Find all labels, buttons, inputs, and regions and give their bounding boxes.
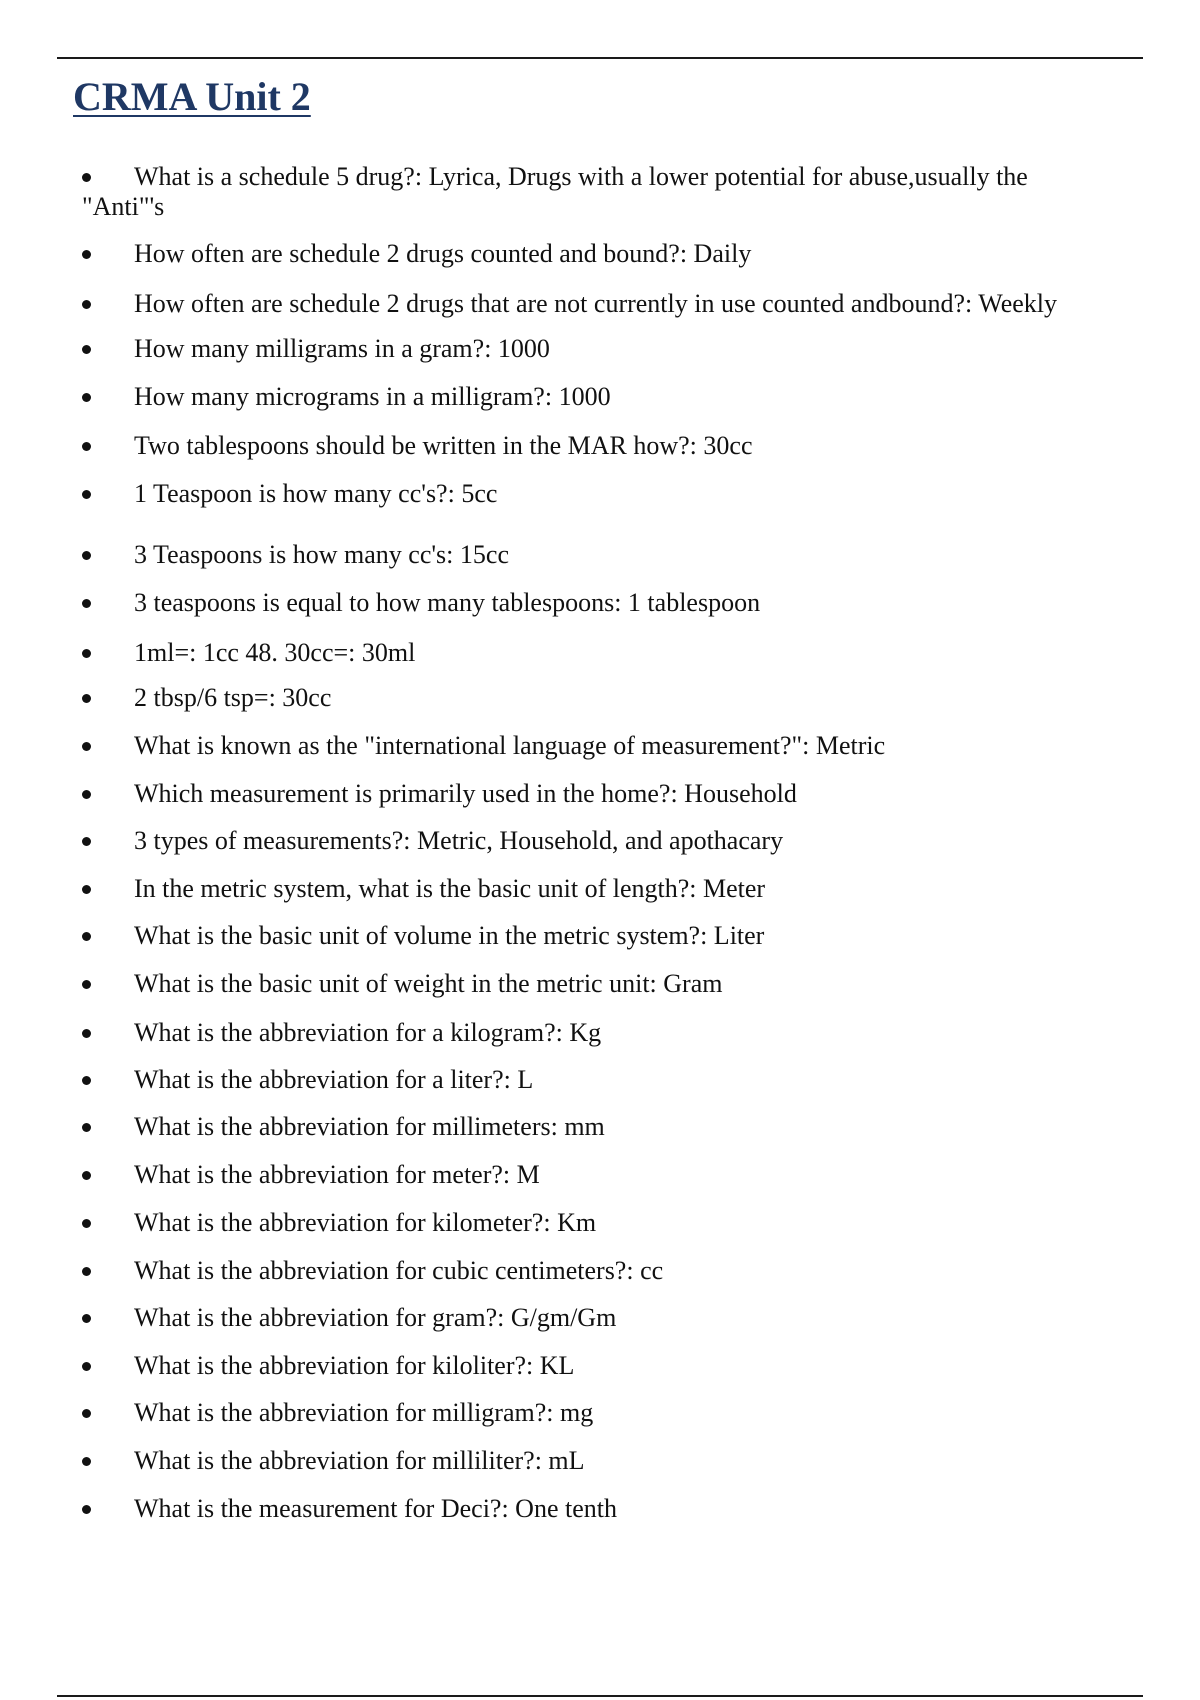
list-item-text: 1 Teaspoon is how many cc's?: 5cc <box>134 479 498 508</box>
document-title: CRMA Unit 2 <box>73 74 311 119</box>
list-item <box>82 1256 1142 1286</box>
list-item <box>82 874 1142 904</box>
bullet-icon <box>82 649 91 658</box>
list-item-text: How many micrograms in a milligram?: 1000 <box>134 382 611 411</box>
bullet-icon <box>82 599 91 608</box>
list-item-text: What is the basic unit of volume in the metric system?: Liter <box>134 921 765 950</box>
list-item-text: How often are schedule 2 drugs counted and bound?: Daily <box>134 239 752 268</box>
bullet-icon <box>82 1409 91 1418</box>
list-item-text: What is the abbreviation for milliliter?: mL <box>134 1446 585 1475</box>
bullet-icon <box>82 742 91 751</box>
bullet-icon <box>82 250 91 259</box>
bullet-icon <box>82 980 91 989</box>
list-item-text: 2 tbsp/6 tsp=: 30cc <box>134 683 332 712</box>
list-item <box>82 162 1112 222</box>
list-item-text: What is the basic unit of weight in the metric unit: Gram <box>134 969 723 998</box>
bullet-icon <box>82 1123 91 1132</box>
list-item <box>82 826 1142 856</box>
list-item-text: What is the abbreviation for kiloliter?: KL <box>134 1351 575 1380</box>
list-item-text: What is the abbreviation for milligram?: mg <box>134 1398 594 1427</box>
bullet-icon <box>82 790 91 799</box>
bullet-icon <box>82 300 91 309</box>
list-item-text: What is the abbreviation for millimeters: mm <box>134 1112 605 1141</box>
list-item <box>82 1160 1142 1190</box>
list-item <box>82 1065 1142 1095</box>
bottom-divider <box>57 1695 1143 1697</box>
bullet-icon <box>82 1457 91 1466</box>
bullet-icon <box>82 1171 91 1180</box>
bullet-icon <box>82 932 91 941</box>
list-item <box>82 479 1142 509</box>
list-item <box>82 1303 1142 1333</box>
top-divider <box>57 57 1143 59</box>
list-item <box>82 921 1142 951</box>
list-item-text: What is the abbreviation for a kilogram?: Kg <box>134 1018 602 1047</box>
list-item <box>82 683 1142 713</box>
list-item <box>82 1446 1142 1476</box>
list-item-text: How often are schedule 2 drugs that are not currently in use counted andbound?: Weekly <box>134 289 1058 318</box>
list-item-text: What is the measurement for Deci?: One tenth <box>134 1494 617 1523</box>
list-item <box>82 969 1142 999</box>
list-item <box>82 1112 1142 1142</box>
list-item-text: In the metric system, what is the basic unit of length?: Meter <box>134 874 766 903</box>
bullet-icon <box>82 442 91 451</box>
list-item <box>82 731 1142 761</box>
list-item-text: What is the abbreviation for cubic centimeters?: cc <box>134 1256 664 1285</box>
bullet-icon <box>82 1029 91 1038</box>
list-item-text: What is the abbreviation for gram?: G/gm/Gm <box>134 1303 617 1332</box>
bullet-icon <box>82 1505 91 1514</box>
list-item-text: Which measurement is primarily used in the home?: Household <box>134 779 797 808</box>
list-item-text: What is a schedule 5 drug?: Lyrica, Drugs with a lower potential for abuse,usually the "Anti"'s <box>82 162 1028 221</box>
list-item <box>82 1208 1142 1238</box>
list-item <box>82 779 1142 809</box>
list-item <box>82 382 1142 412</box>
list-item-text: 3 teaspoons is equal to how many tablespoons: 1 tablespoon <box>134 588 761 617</box>
bullet-icon <box>82 1362 91 1371</box>
list-item-text: 1ml=: 1cc 48. 30cc=: 30ml <box>134 638 416 667</box>
bullet-icon <box>82 345 91 354</box>
list-item <box>82 540 1142 570</box>
list-item-text: How many milligrams in a gram?: 1000 <box>134 334 550 363</box>
bullet-icon <box>82 1219 91 1228</box>
list-item <box>82 334 1142 364</box>
bullet-icon <box>82 393 91 402</box>
list-item-text: 3 Teaspoons is how many cc's: 15cc <box>134 540 509 569</box>
list-item <box>82 1398 1142 1428</box>
bullet-icon <box>82 1267 91 1276</box>
bullet-icon <box>82 837 91 846</box>
list-item <box>82 1351 1142 1381</box>
list-item <box>82 588 1142 618</box>
bullet-icon <box>82 694 91 703</box>
list-item-text: Two tablespoons should be written in the MAR how?: 30cc <box>134 431 753 460</box>
list-item-text: 3 types of measurements?: Metric, Household, and apothacary <box>134 826 784 855</box>
list-item-text: What is the abbreviation for a liter?: L <box>134 1065 534 1094</box>
list-item <box>82 289 1142 319</box>
bullet-icon <box>82 1076 91 1085</box>
list-item-text: What is the abbreviation for meter?: M <box>134 1160 540 1189</box>
bullet-icon <box>82 551 91 560</box>
list-item <box>82 638 1142 668</box>
bullet-icon <box>82 173 91 182</box>
list-item <box>82 1018 1142 1048</box>
bullet-icon <box>82 1314 91 1323</box>
list-item <box>82 239 1142 269</box>
list-item <box>82 1494 1142 1524</box>
list-item <box>82 431 1142 461</box>
bullet-icon <box>82 490 91 499</box>
list-item-text: What is the abbreviation for kilometer?: Km <box>134 1208 597 1237</box>
list-item-text: What is known as the "international language of measurement?": Metric <box>134 731 886 760</box>
bullet-icon <box>82 885 91 894</box>
